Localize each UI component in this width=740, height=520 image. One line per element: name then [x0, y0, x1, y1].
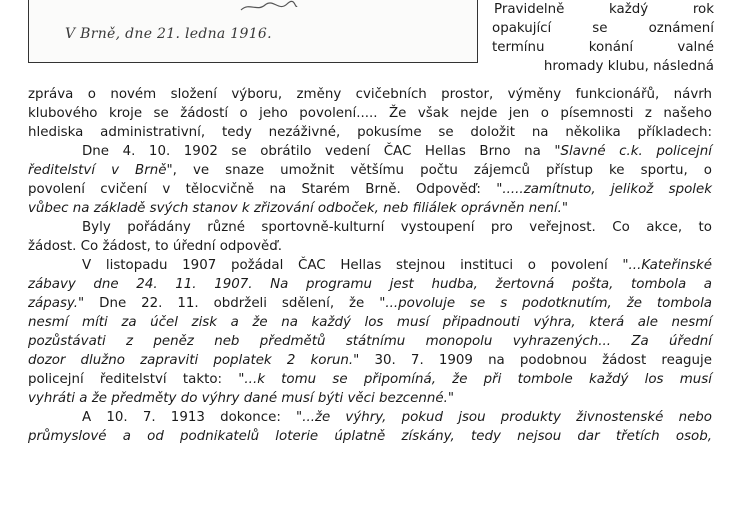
text-line	[28, 123, 712, 142]
text-line	[28, 332, 712, 351]
side-line: opakující se oznámení	[492, 21, 714, 36]
line-text: , ve snaze umožnit většímu počtu zájemců přístup ke sportu, o	[172, 163, 712, 178]
text-line	[28, 161, 712, 180]
text-line	[28, 104, 712, 123]
quoted-text: zápasy."	[28, 296, 85, 311]
archival-letter-scan	[28, 0, 478, 63]
line-text: žádost. Co žádost, to úřední odpověď.	[28, 239, 283, 254]
text-line	[28, 218, 712, 237]
quoted-text: dozor dlužno zapraviti poplatek 2 korun."	[28, 353, 360, 368]
text-line	[28, 237, 712, 256]
text-line	[28, 408, 712, 427]
quoted-text: "...k tomu se připomíná, že při tombole každý los musí	[238, 372, 712, 387]
text-line	[28, 180, 712, 199]
text-line	[28, 199, 712, 218]
text-line	[28, 85, 712, 104]
text-line	[28, 275, 712, 294]
text-line	[28, 294, 712, 313]
quoted-text: "...Kateřinské	[622, 258, 712, 273]
quoted-text: ".....zamítnuto, jelikož spolek	[496, 182, 713, 197]
body-text	[28, 85, 712, 446]
line-text: Byly pořádány různé sportovně-kulturní vystoupení pro veřejnost. Co akce, to	[82, 220, 712, 235]
quoted-text: ředitelství v Brně"	[28, 163, 173, 178]
quoted-text: vůbec na základě svých stanov k zřizování odboček, neb filiálek oprávněn není."	[28, 201, 569, 216]
text-line	[28, 389, 712, 408]
line-text: zpráva o novém složení výboru, změny cvičebních prostor, výměny funkcionářů, návrh	[28, 87, 712, 102]
text-line	[28, 427, 712, 446]
text-line	[28, 256, 712, 275]
quoted-text: průmyslové a od podnikatelů loterie úplatně získány, tedy nejsou dar třetích osob,	[28, 429, 712, 444]
side-paragraph	[492, 0, 714, 76]
text-line	[28, 142, 712, 161]
side-line: hromady klubu, následná	[543, 59, 714, 74]
text-line	[28, 351, 712, 370]
line-text: Dne 4. 10. 1902 se obrátilo vedení ČAC Hellas Brno na	[82, 144, 555, 159]
line-text: policejní ředitelství takto:	[28, 372, 239, 387]
quoted-text: nesmí míti za účel zisk a že na každý los musí připadnouti výhra, která ale nesmí	[28, 315, 712, 330]
side-line: Pravidelně každý rok	[494, 2, 714, 17]
line-text: 30. 7. 1909 na podobnou žádost reaguje	[359, 353, 712, 368]
quoted-text: vyhráti a že předměty do výhry dané musí býti věci bezcenné."	[28, 391, 455, 406]
line-text: Dne 22. 11. obdrželi sdělení, že	[84, 296, 380, 311]
line-text: klubového kroje se žádostí o jeho povolení..... Že však nejde jen o písemnosti z našeho	[28, 106, 712, 121]
handwriting-scribble	[239, 0, 299, 14]
handwritten-date-line: V Brně, dne 21. ledna 1916.	[65, 26, 272, 42]
quoted-text: zábavy dne 24. 11. 1907. Na programu jest hudba, žertovná pošta, tombola a	[28, 277, 712, 292]
text-line	[28, 313, 712, 332]
line-text: V listopadu 1907 požádal ČAC Hellas stejnou instituci o povolení	[82, 258, 623, 273]
quoted-text: "Slavné c.k. policejní	[554, 144, 712, 159]
quoted-text: "...že výhry, pokud jsou produkty živnostenské nebo	[296, 410, 712, 425]
line-text: A 10. 7. 1913 dokonce:	[82, 410, 297, 425]
quoted-text: pozůstávati z peněz neb předmětů státnímu monopolu vyhrazených... Za úřední	[28, 334, 712, 349]
quoted-text: "...povoluje se s podotknutím, že tombola	[379, 296, 713, 311]
line-text: povolení cvičení v tělocvičně na Starém Brně. Odpověď:	[28, 182, 497, 197]
side-line: termínu konání valné	[492, 40, 714, 55]
line-text: hlediska administrativní, tedy nezáživné, pokusíme se doložit na několika příkladech:	[28, 125, 712, 140]
text-line	[28, 370, 712, 389]
